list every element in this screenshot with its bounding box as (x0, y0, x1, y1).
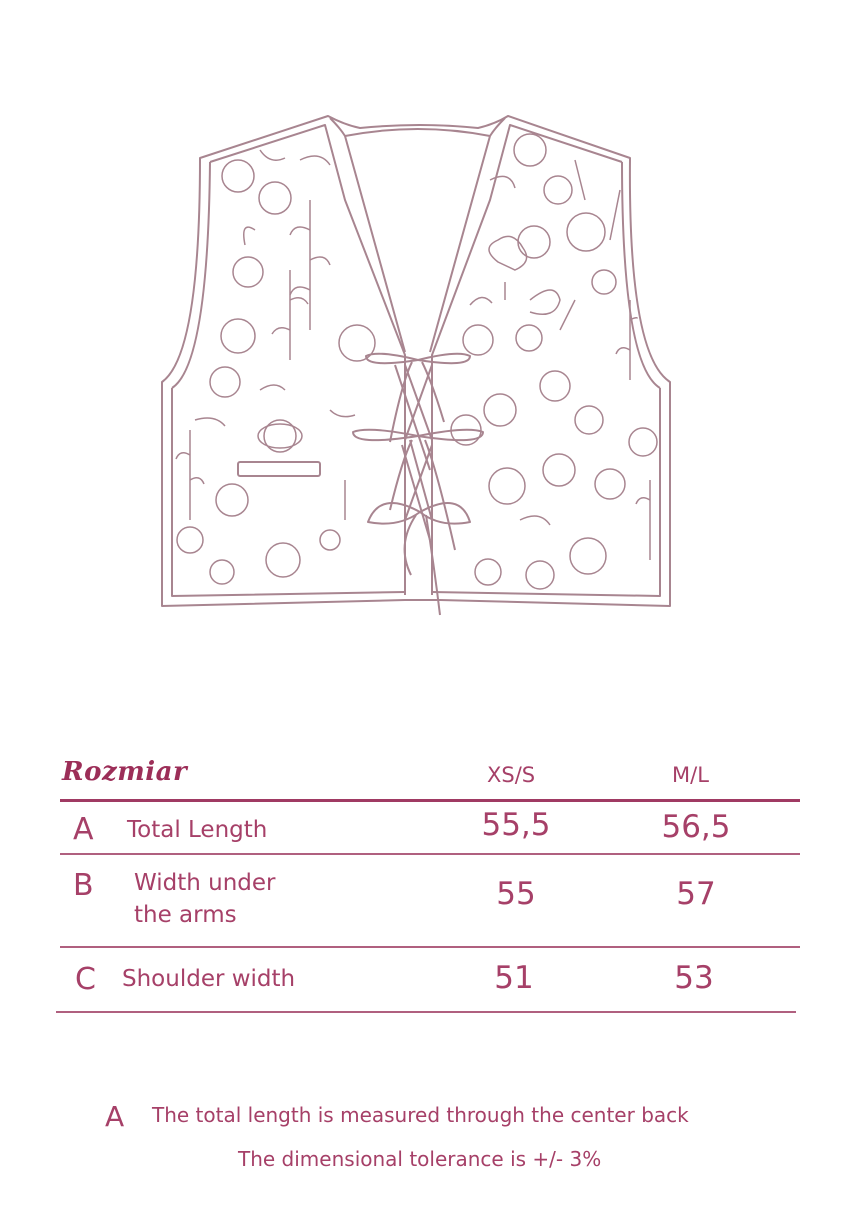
row-b-value-xs-s: 55 (496, 876, 536, 912)
row-b-value-m-l: 57 (676, 876, 716, 912)
table-header-divider (60, 799, 800, 802)
note-tolerance: The dimensional tolerance is +/- 3% (238, 1147, 602, 1171)
row-a-value-m-l: 56,5 (661, 809, 731, 845)
row-c-label: Shoulder width (122, 966, 296, 992)
row-a-label: Total Length (127, 817, 268, 843)
note-total-length: The total length is measured through the center back (152, 1103, 689, 1127)
note-letter: A (105, 1100, 125, 1133)
column-header-m-l: M/L (672, 763, 709, 787)
row-b-letter: B (73, 868, 94, 903)
row-divider-2 (60, 946, 800, 948)
table-bottom-divider (56, 1011, 796, 1013)
row-b-label-line1: Width under (134, 870, 276, 896)
row-c-value-m-l: 53 (674, 960, 714, 996)
row-b-label-line2: the arms (134, 902, 237, 928)
table-title: Rozmiar (62, 757, 188, 787)
row-divider-1 (60, 853, 800, 855)
column-header-xs-s: XS/S (487, 763, 536, 787)
row-a-letter: A (73, 812, 94, 847)
row-c-letter: C (75, 962, 96, 997)
row-c-value-xs-s: 51 (494, 960, 534, 996)
row-a-value-xs-s: 55,5 (481, 807, 551, 843)
